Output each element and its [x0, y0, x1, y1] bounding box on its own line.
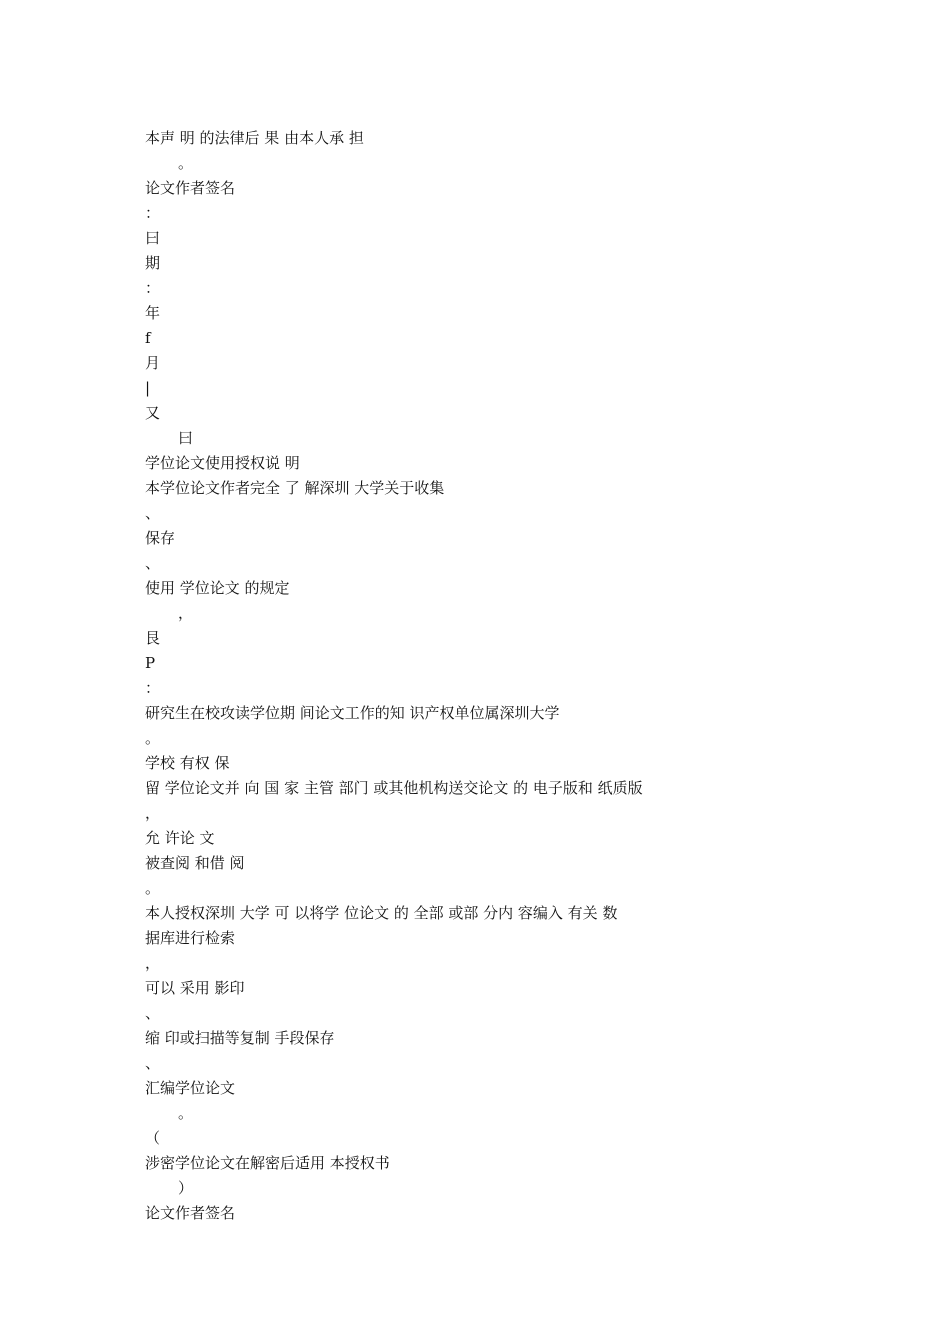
text-line: f: [145, 329, 151, 347]
text-line: 。: [145, 729, 161, 747]
text-line: 使用 学位论文 的规定: [145, 579, 290, 597]
text-line: 涉密学位论文在解密后适用 本授权书: [145, 1154, 390, 1172]
text-line: ：: [145, 204, 161, 222]
text-line: ：: [145, 679, 161, 697]
text-line: 论文作者签名: [145, 179, 236, 197]
text-line: ，: [178, 604, 194, 622]
text-line: ：: [145, 279, 161, 297]
text-line: 缩 印或扫描等复制 手段保存: [145, 1029, 335, 1047]
text-line: ）: [178, 1179, 194, 1197]
text-line: 年: [145, 304, 161, 322]
text-line: 允 许论 文: [145, 829, 215, 847]
text-line: 本学位论文作者完全 了 解深圳 大学关于收集: [145, 479, 445, 497]
text-line: 。: [178, 154, 194, 172]
text-line: 曰: [145, 229, 161, 247]
text-line: ，: [145, 804, 161, 822]
text-line: 。: [178, 1104, 194, 1122]
text-line: 学校 有权 保: [145, 754, 230, 772]
text-line: 艮: [145, 629, 161, 647]
text-line: 又: [145, 404, 161, 422]
text-line: （: [145, 1129, 161, 1147]
text-line: 本人授权深圳 大学 可 以将学 位论文 的 全部 或部 分内 容编入 有关 数: [145, 904, 618, 922]
text-line: 、: [145, 1054, 161, 1072]
text-line: 期: [145, 254, 161, 272]
text-line: 可以 采用 影印: [145, 979, 245, 997]
text-line: 被查阅 和借 阅: [145, 854, 245, 872]
text-line: 。: [145, 879, 161, 897]
text-line: 曰: [178, 429, 194, 447]
text-line: 月: [145, 354, 161, 372]
section-heading: 学位论文使用授权说 明: [145, 454, 300, 472]
text-line: 汇编学位论文: [145, 1079, 236, 1097]
text-line: 据库进行检索: [145, 929, 236, 947]
text-line: |: [145, 379, 151, 397]
text-line: P: [145, 654, 156, 672]
text-line: 留 学位论文并 向 国 家 主管 部门 或其他机构送交论文 的 电子版和 纸质版: [145, 779, 643, 797]
text-line: 、: [145, 554, 161, 572]
text-line: 本声 明 的法律后 果 由本人承 担: [145, 129, 364, 147]
text-line: 研究生在校攻读学位期 间论文工作的知 识产权单位属深圳大学: [145, 704, 560, 722]
text-line: ，: [145, 954, 161, 972]
text-line: 、: [145, 1004, 161, 1022]
text-line: 论文作者签名: [145, 1204, 236, 1222]
text-line: 、: [145, 504, 161, 522]
text-line: 保存: [145, 529, 176, 547]
